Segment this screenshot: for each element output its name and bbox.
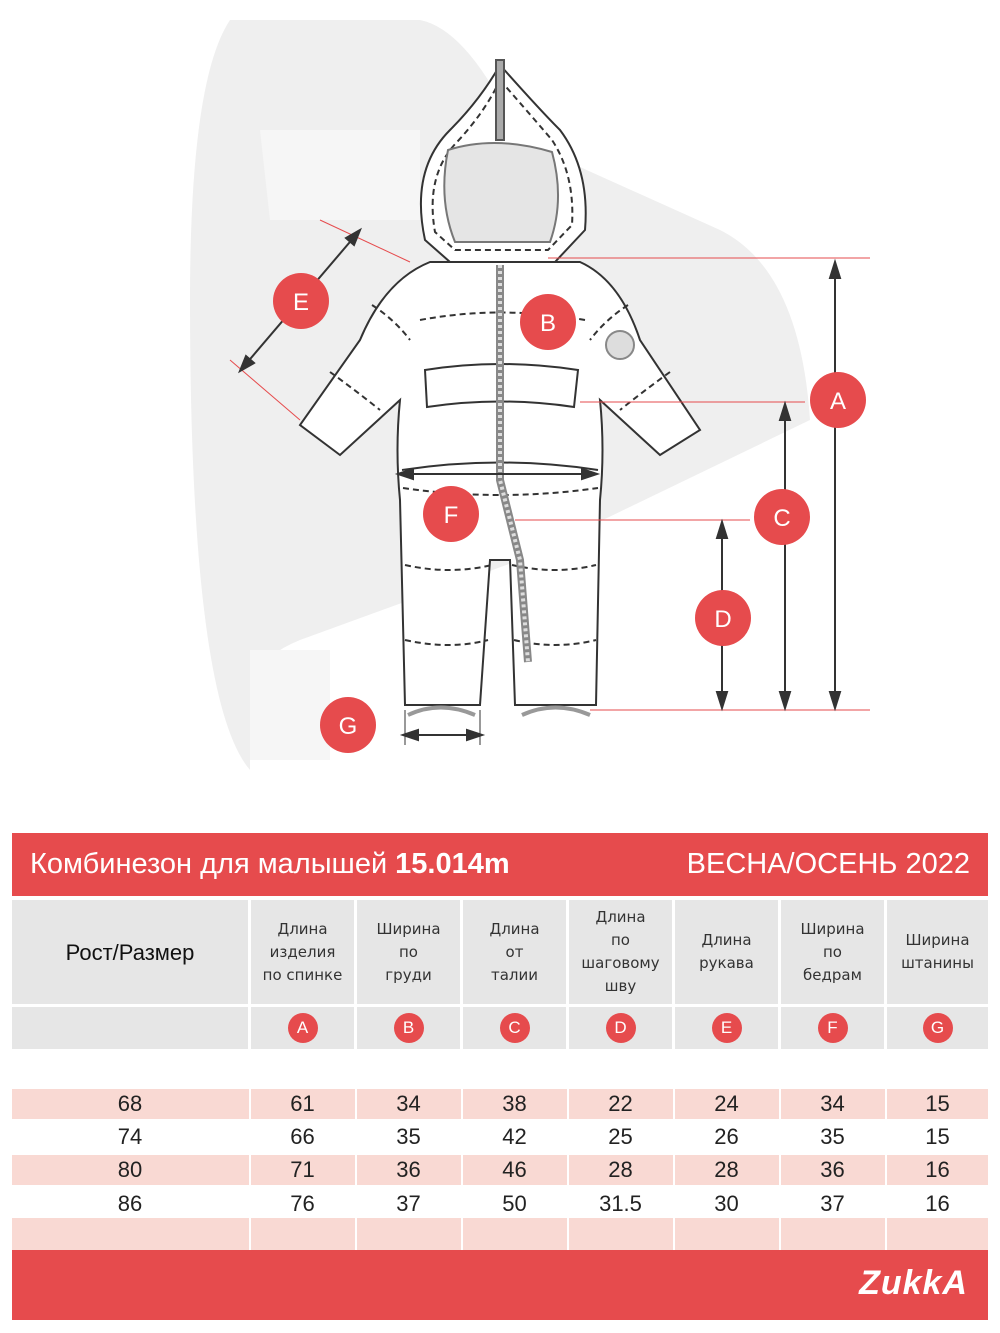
table-cell-value: 37 bbox=[820, 1191, 845, 1216]
letter-badge: A bbox=[288, 1013, 318, 1043]
product-title bbox=[30, 848, 510, 881]
letter-cell-a bbox=[251, 1007, 354, 1049]
letter-cell-f bbox=[781, 1007, 884, 1049]
header-col-d bbox=[569, 900, 672, 1004]
table-cell-value: 35 bbox=[820, 1124, 845, 1149]
letter-badge: D bbox=[606, 1013, 636, 1043]
letter-cell-e bbox=[675, 1007, 778, 1049]
table-row bbox=[12, 1189, 988, 1219]
table-cell-value: 34 bbox=[396, 1091, 421, 1116]
header-col-label bbox=[901, 929, 974, 975]
table-cell-value: 28 bbox=[714, 1157, 739, 1182]
header-col-b bbox=[357, 900, 460, 1004]
table-cell-size: 86 bbox=[117, 1191, 143, 1216]
table-cell-value: 46 bbox=[502, 1157, 527, 1182]
table-cell-value: 31.5 bbox=[599, 1191, 642, 1216]
header-line: штанины bbox=[901, 954, 974, 972]
table-row bbox=[12, 1089, 988, 1119]
header-line: Длина bbox=[489, 919, 540, 938]
table-row bbox=[12, 1155, 988, 1185]
header-line: от bbox=[505, 942, 524, 961]
header-line: Ширина bbox=[376, 919, 441, 938]
table-cell-value: 50 bbox=[502, 1191, 527, 1216]
svg-text:G: G bbox=[338, 713, 358, 740]
table-cell-value: 42 bbox=[502, 1124, 527, 1149]
header-line: шаговому bbox=[581, 954, 660, 972]
header-col-label bbox=[489, 918, 539, 987]
label-e bbox=[273, 273, 329, 329]
table-cell-value: 36 bbox=[396, 1157, 421, 1182]
letter-badge: C bbox=[500, 1013, 530, 1043]
label-g bbox=[320, 697, 376, 753]
header-line: изделия bbox=[269, 942, 336, 961]
header-line: Длина bbox=[701, 931, 752, 949]
table-cell-value: 28 bbox=[608, 1157, 633, 1182]
header-col-g bbox=[887, 900, 988, 1004]
header-line: Длина bbox=[595, 908, 646, 926]
table-cell-value: 36 bbox=[820, 1157, 845, 1182]
header-col-f bbox=[781, 900, 884, 1004]
table-cell-value: 35 bbox=[396, 1124, 421, 1149]
product-name: Комбинезон для малышей bbox=[30, 848, 388, 880]
header-col-label bbox=[263, 918, 343, 987]
letter-badge: E bbox=[712, 1013, 742, 1043]
table-bottom-band bbox=[12, 1218, 988, 1250]
footer-bar bbox=[12, 1250, 988, 1320]
label-a bbox=[810, 372, 866, 428]
table-cell-value: 26 bbox=[714, 1124, 739, 1149]
table-cell-value: 66 bbox=[290, 1124, 315, 1149]
table-cell-value: 15 bbox=[925, 1091, 950, 1116]
header-col-label bbox=[376, 918, 440, 987]
svg-text:D: D bbox=[714, 606, 732, 633]
letter-badge: F bbox=[818, 1013, 848, 1043]
table-cell-size: 80 bbox=[117, 1157, 143, 1182]
letter-cell-empty bbox=[12, 1007, 248, 1049]
letter-cell-d bbox=[569, 1007, 672, 1049]
label-c bbox=[754, 489, 810, 545]
table-cell-value: 16 bbox=[925, 1191, 950, 1216]
column-divider bbox=[461, 1085, 463, 1250]
column-divider bbox=[673, 1085, 675, 1250]
header-line: талии bbox=[490, 965, 538, 984]
header-col-label bbox=[699, 929, 754, 975]
letter-badge: B bbox=[394, 1013, 424, 1043]
svg-text:A: A bbox=[829, 388, 847, 415]
letter-cell-c bbox=[463, 1007, 566, 1049]
letter-cell-b bbox=[357, 1007, 460, 1049]
table-cell-value: 22 bbox=[608, 1091, 633, 1116]
header-line: рукава bbox=[699, 954, 754, 972]
table-cell-value: 24 bbox=[714, 1091, 739, 1116]
header-col-label bbox=[800, 918, 864, 987]
table-cell-value: 71 bbox=[290, 1157, 315, 1182]
column-divider bbox=[885, 1085, 887, 1250]
header-line: по bbox=[611, 931, 630, 949]
svg-text:B: B bbox=[539, 310, 557, 337]
header-line: шву bbox=[604, 977, 637, 995]
header-col-e bbox=[675, 900, 778, 1004]
header-col-a bbox=[251, 900, 354, 1004]
table-cell-size: 74 bbox=[117, 1124, 143, 1149]
season-label: ВЕСНА/ОСЕНЬ 2022 bbox=[686, 848, 970, 880]
header-line: по bbox=[399, 942, 418, 961]
table-cell-value: 16 bbox=[925, 1157, 950, 1182]
table-row bbox=[12, 1122, 988, 1152]
label-f bbox=[423, 486, 479, 542]
column-divider bbox=[567, 1085, 569, 1250]
column-divider bbox=[249, 1085, 251, 1250]
header-col-label bbox=[581, 906, 659, 998]
label-d bbox=[695, 590, 751, 646]
header-line: Ширина bbox=[800, 919, 865, 938]
table-cell-value: 37 bbox=[396, 1191, 421, 1216]
svg-text:E: E bbox=[292, 289, 310, 316]
table-cell-value: 34 bbox=[820, 1091, 845, 1116]
header-line: бедрам bbox=[803, 965, 862, 984]
product-code: 15.014m bbox=[395, 848, 510, 880]
table-cell-value: 15 bbox=[925, 1124, 950, 1149]
header-line: груди bbox=[385, 965, 432, 984]
title-bar bbox=[12, 833, 988, 896]
label-b bbox=[520, 294, 576, 350]
table-cell-value: 61 bbox=[290, 1091, 315, 1116]
header-line: Ширина bbox=[905, 931, 970, 949]
brand-logo: ZukkA bbox=[859, 1264, 968, 1302]
svg-text:C: C bbox=[773, 505, 791, 532]
letter-cell-g bbox=[887, 1007, 988, 1049]
header-col-c bbox=[463, 900, 566, 1004]
header-line: по bbox=[823, 942, 842, 961]
table-cell-value: 30 bbox=[714, 1191, 739, 1216]
letter-badge: G bbox=[923, 1013, 953, 1043]
header-size: Рост/Размер bbox=[12, 900, 248, 1004]
column-divider bbox=[355, 1085, 357, 1250]
column-divider bbox=[779, 1085, 781, 1250]
svg-text:F: F bbox=[443, 502, 459, 529]
table-cell-size: 68 bbox=[117, 1091, 143, 1116]
table-cell-value: 25 bbox=[608, 1124, 633, 1149]
table-cell-value: 38 bbox=[502, 1091, 527, 1116]
table-cell-value: 76 bbox=[290, 1191, 315, 1216]
header-line: Длина bbox=[277, 919, 328, 938]
header-line: по спинке bbox=[262, 965, 343, 984]
